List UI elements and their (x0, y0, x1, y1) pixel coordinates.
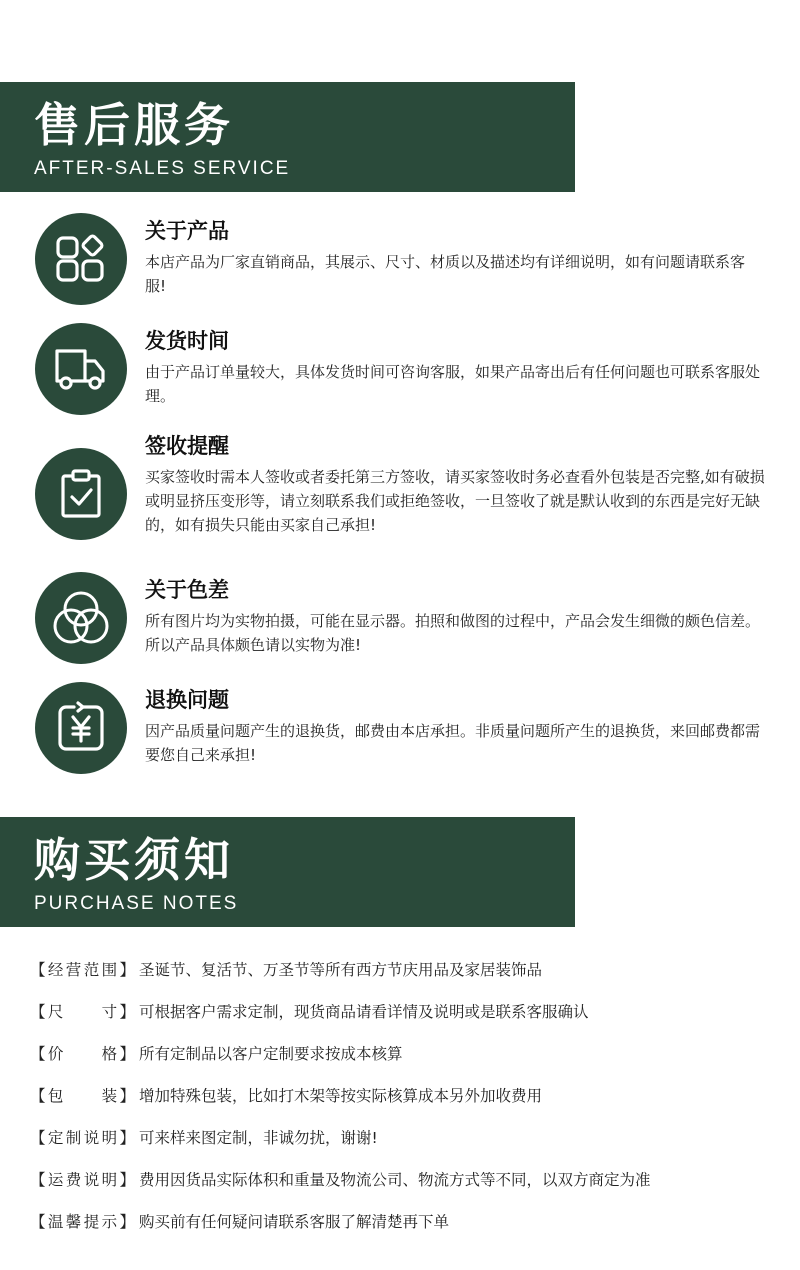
note-label: 【定制说明】 (30, 1129, 135, 1147)
clipboard-check-icon (35, 448, 127, 540)
note-size (30, 1000, 770, 1042)
color-circles-icon (35, 572, 127, 664)
after-sales-title: 售后服务 (34, 98, 234, 152)
note-label: 【尺 寸】 (30, 1003, 135, 1021)
note-label: 【运费说明】 (30, 1171, 135, 1189)
note-business-scope (30, 958, 770, 1000)
note-customization (30, 1126, 770, 1168)
note-text: 购买前有任何疑问请联系客服了解清楚再下单 (139, 1213, 450, 1231)
note-label: 【温馨提示】 (30, 1213, 135, 1231)
item-description: 所有图片均为实物拍摄，可能在显示器。拍照和做图的过程中，产品会发生细微的颇色信差。所以产品具体颇色请以实物为准! (145, 612, 761, 654)
note-price (30, 1042, 770, 1084)
purchase-subtitle: PURCHASE NOTES (34, 893, 239, 914)
yuan-exchange-icon (35, 682, 127, 774)
item-heading: 退换问题 (145, 688, 229, 712)
note-label: 【包 装】 (30, 1087, 135, 1105)
note-text: 所有定制品以客户定制要求按成本核算 (139, 1045, 403, 1063)
truck-icon (35, 323, 127, 415)
note-label: 【经营范围】 (30, 961, 135, 979)
item-description: 因产品质量问题产生的退换货，邮费由本店承担。非质量问题所产生的退换货，来回邮费都需要您自己来承担! (145, 722, 761, 764)
after-sales-subtitle: AFTER-SALES SERVICE (34, 158, 291, 179)
note-reminder (30, 1210, 770, 1252)
note-text: 圣诞节、复活节、万圣节等所有西方节庆用品及家居装饰品 (139, 961, 543, 979)
note-text: 增加特殊包装，比如打木架等按实际核算成本另外加收费用 (139, 1087, 543, 1105)
note-text: 可来样来图定制，非诚勿扰，谢谢! (139, 1129, 378, 1147)
purchase-title: 购买须知 (34, 833, 234, 887)
note-text: 可根据客户需求定制，现货商品请看详情及说明或是联系客服确认 (139, 1003, 589, 1021)
note-packaging (30, 1084, 770, 1126)
purchase-notes-list (30, 958, 770, 1252)
item-description: 本店产品为厂家直销商品，其展示、尺寸、材质以及描述均有详细说明，如有问题请联系客服! (145, 253, 746, 295)
after-sales-banner (0, 82, 575, 192)
grid-apps-icon (35, 213, 127, 305)
note-label: 【价 格】 (30, 1045, 135, 1063)
item-description: 买家签收时需本人签收或者委托第三方签收，请买家签收时务必查看外包装是否完整,如有破损或明显挤压变形等，请立刻联系我们或拒绝签收，一旦签收了就是默认收到的东西是完好无缺的，如有损失只能由买家自己承担! (145, 468, 765, 534)
item-heading: 签收提醒 (145, 434, 229, 458)
note-text: 费用因货品实际体积和重量及物流公司、物流方式等不同，以双方商定为准 (139, 1171, 651, 1189)
purchase-notes-banner (0, 817, 575, 927)
item-heading: 关于色差 (145, 578, 229, 602)
item-heading: 关于产品 (145, 219, 229, 243)
note-shipping-cost (30, 1168, 770, 1210)
item-heading: 发货时间 (145, 329, 229, 353)
item-description: 由于产品订单量较大，具体发货时间可咨询客服，如果产品寄出后有任何问题也可联系客服处理。 (145, 363, 761, 405)
